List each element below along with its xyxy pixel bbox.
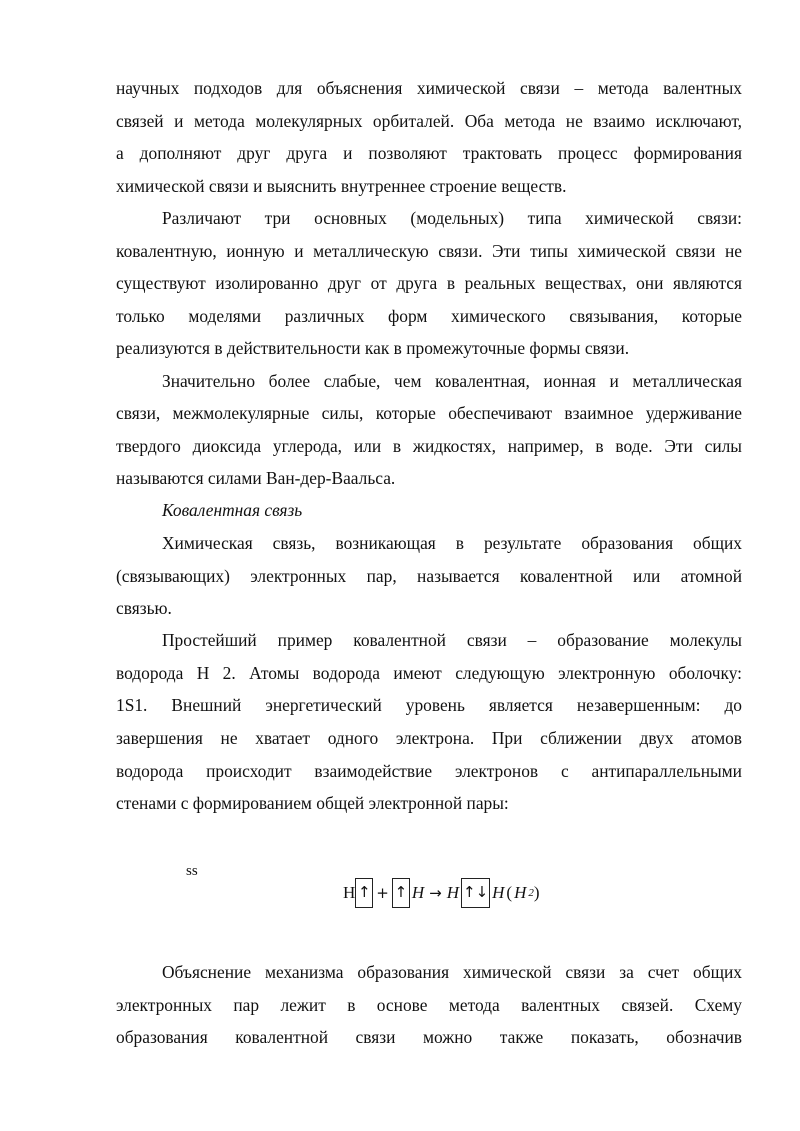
formula-subscript: 2 bbox=[528, 887, 534, 899]
plus-sign: + bbox=[376, 884, 389, 902]
paragraph-line: образования ковалентной связи можно также показать, обозначив bbox=[116, 1027, 742, 1047]
paragraph-line: (связывающих) электронных пар, называется ковалентной или атомной bbox=[116, 566, 742, 586]
formula-atom: H bbox=[514, 883, 527, 902]
paragraph-line: связей и метода молекулярных орбиталей. Оба метода не взаимо исключают, bbox=[116, 111, 742, 131]
section-heading: Ковалентная связь bbox=[162, 500, 303, 520]
paragraph-line: связью. bbox=[116, 598, 172, 618]
paragraph-line: называются силами Ван-дер-Ваальса. bbox=[116, 468, 396, 488]
paragraph-line: только моделями различных форм химического связывания, которые bbox=[116, 306, 742, 326]
formula-paren: ( bbox=[506, 883, 513, 902]
paragraph-line: Объяснение механизма образования химической связи за счет общих bbox=[162, 962, 742, 982]
paragraph-line: а дополняют друг друга и позволяют трактовать процесс формирования bbox=[116, 143, 742, 163]
hydrogen-bond-formula bbox=[343, 876, 540, 910]
orbital-box: ↑ bbox=[355, 878, 373, 908]
paragraph-line: Значительно более слабые, чем ковалентная, ионная и металлическая bbox=[162, 371, 742, 391]
paragraph-line: твердого диоксида углерода, или в жидкостях, например, в воде. Эти силы bbox=[116, 436, 742, 456]
paragraph-line: химической связи и выяснить внутреннее строение веществ. bbox=[116, 176, 567, 196]
formula-atom: H bbox=[446, 883, 459, 902]
paragraph-line: завершения не хватает одного электрона. При сближении двух атомов bbox=[116, 728, 742, 748]
formula-atom: H bbox=[343, 883, 356, 902]
formula-atom: H bbox=[492, 883, 505, 902]
paragraph-line: научных подходов для объяснения химической связи – метода валентных bbox=[116, 78, 742, 98]
paragraph-line: Химическая связь, возникающая в результате образования общих bbox=[162, 533, 742, 553]
paragraph-line: Различают три основных (модельных) типа химической связи: bbox=[162, 208, 742, 228]
paired-orbital-box: ↑↓ bbox=[461, 878, 490, 908]
paragraph-line: связи, межмолекулярные силы, которые обеспечивают взаимное удерживание bbox=[116, 403, 742, 423]
orbital-box: ↑ bbox=[392, 878, 410, 908]
formula-atom: H bbox=[411, 883, 425, 902]
formula-paren: ) bbox=[533, 883, 540, 902]
paragraph-line: реализуются в действительности как в промежуточные формы связи. bbox=[116, 338, 630, 358]
paragraph-line: 1S1. Внешний энергетический уровень является незавершенным: до bbox=[116, 695, 742, 715]
paragraph-line: стенами с формированием общей электронной пары: bbox=[116, 793, 509, 813]
figure-label: ss bbox=[186, 863, 198, 879]
paragraph-line: водорода происходит взаимодействие электронов с антипараллельными bbox=[116, 761, 742, 781]
paragraph-line: Простейший пример ковалентной связи – образование молекулы bbox=[162, 630, 742, 650]
yields-arrow-icon: → bbox=[429, 884, 442, 902]
paragraph-line: водорода Н 2. Атомы водорода имеют следующую электронную оболочку: bbox=[116, 663, 742, 683]
paragraph-line: электронных пар лежит в основе метода валентных связей. Схему bbox=[116, 995, 742, 1015]
paragraph-line: ковалентную, ионную и металлическую связи. Эти типы химической связи не bbox=[116, 241, 742, 261]
paragraph-line: существуют изолированно друг от друга в реальных веществах, они являются bbox=[116, 273, 742, 293]
